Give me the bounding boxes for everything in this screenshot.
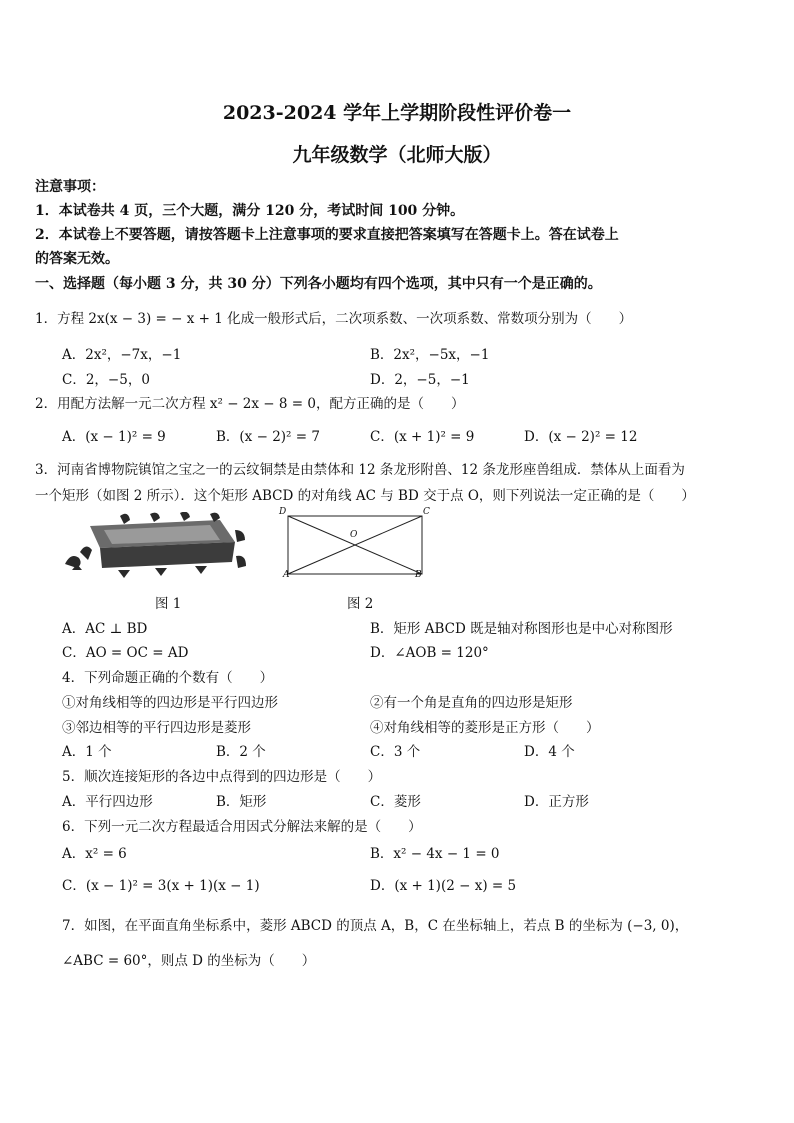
question-2-option-b: B．(x − 2)² = 7 xyxy=(216,429,320,445)
question-7-stem-line-2: ∠ABC = 60°，则点 D 的坐标为（ ） xyxy=(62,953,316,969)
notice-line-2a: 2．本试卷上不要答题，请按答题卡上注意事项的要求直接把答案填写在答题卡上。答在试卷上 xyxy=(35,227,619,243)
section-heading: 一、选择题（每小题 3 分，共 30 分）下列各小题均有四个选项，其中只有一个是正确的。 xyxy=(35,276,602,292)
question-4-option-c: C．3 个 xyxy=(370,744,421,760)
question-6-option-c: C．(x − 1)² = 3(x + 1)(x − 1) xyxy=(62,878,260,894)
point-b-label: B xyxy=(415,570,422,580)
question-3-option-c: C．AO = OC = AD xyxy=(62,645,189,661)
question-5-option-a: A．平行四边形 xyxy=(62,794,153,810)
question-4-option-d: D．4 个 xyxy=(524,744,575,760)
question-4-option-a: A．1 个 xyxy=(62,744,112,760)
figure-1-caption: 图 1 xyxy=(155,596,182,612)
page-title: 2023-2024 学年上学期阶段性评价卷一 xyxy=(222,102,572,124)
question-4-option-b: B．2 个 xyxy=(216,744,266,760)
question-6-option-b: B．x² − 4x − 1 = 0 xyxy=(370,846,500,862)
question-5-stem: 5．顺次连接矩形的各边中点得到的四边形是（ ） xyxy=(62,769,382,785)
question-3-option-d: D．∠AOB = 120° xyxy=(370,645,489,661)
question-2-option-d: D．(x − 2)² = 12 xyxy=(524,429,638,445)
question-2-option-c: C．(x + 1)² = 9 xyxy=(370,429,475,445)
question-1-option-c: C．2，−5，0 xyxy=(62,372,150,388)
question-1-option-b: B．2x²，−5x，−1 xyxy=(370,347,490,363)
question-3-stem-line-2: 一个矩形（如图 2 所示）．这个矩形 ABCD 的对角线 AC 与 BD 交于点 O，则下列说法一定正确的是（ ） xyxy=(35,488,695,504)
question-4-proposition-4: ④对角线相等的菱形是正方形（ ） xyxy=(370,720,600,736)
question-1-option-d: D．2，−5，−1 xyxy=(370,372,470,388)
page-subtitle: 九年级数学（北师大版） xyxy=(292,144,502,166)
question-4-proposition-3: ③邻边相等的平行四边形是菱形 xyxy=(62,720,251,736)
question-5-option-c: C．菱形 xyxy=(370,794,421,810)
figure-2-caption: 图 2 xyxy=(347,596,374,612)
notice-line-2b: 的答案无效。 xyxy=(35,251,119,267)
bronze-vessel-photo xyxy=(60,512,250,578)
notice-heading: 注意事项： xyxy=(35,179,105,195)
question-6-option-d: D．(x + 1)(2 − x) = 5 xyxy=(370,878,517,894)
question-2-stem: 2．用配方法解一元二次方程 x² − 2x − 8 = 0，配方正确的是（ ） xyxy=(35,396,465,412)
question-3-stem-line-1: 3．河南省博物院镇馆之宝之一的云纹铜禁是由禁体和 12 条龙形附兽、12 条龙形座兽组成．禁体从上面看为 xyxy=(35,462,685,478)
question-5-option-b: B．矩形 xyxy=(216,794,267,810)
question-3-option-a: A．AC ⊥ BD xyxy=(62,621,148,637)
point-a-label: A xyxy=(283,570,290,580)
point-o-label: O xyxy=(350,530,358,540)
point-d-label: D xyxy=(279,507,287,517)
question-6-option-a: A．x² = 6 xyxy=(62,846,127,862)
rectangle-abcd-diagram xyxy=(280,508,430,584)
question-3-option-b: B．矩形 ABCD 既是轴对称图形也是中心对称图形 xyxy=(370,621,673,637)
point-c-label: C xyxy=(423,507,430,517)
question-2-option-a: A．(x − 1)² = 9 xyxy=(62,429,166,445)
question-1-stem: 1．方程 2x(x − 3) = − x + 1 化成一般形式后，二次项系数、一次项系数、常数项分别为（ ） xyxy=(35,311,633,327)
question-4-stem: 4．下列命题正确的个数有（ ） xyxy=(62,670,274,686)
question-4-proposition-2: ②有一个角是直角的四边形是矩形 xyxy=(370,695,573,711)
question-6-stem: 6．下列一元二次方程最适合用因式分解法来解的是（ ） xyxy=(62,819,422,835)
question-4-proposition-1: ①对角线相等的四边形是平行四边形 xyxy=(62,695,278,711)
question-7-stem-line-1: 7．如图，在平面直角坐标系中，菱形 ABCD 的顶点 A，B，C 在坐标轴上，若点 B 的坐标为 (−3, 0)， xyxy=(62,918,689,934)
notice-line-1: 1．本试卷共 4 页，三个大题，满分 120 分，考试时间 100 分钟。 xyxy=(35,203,465,219)
question-5-option-d: D．正方形 xyxy=(524,794,589,810)
question-1-option-a: A．2x²，−7x，−1 xyxy=(62,347,182,363)
